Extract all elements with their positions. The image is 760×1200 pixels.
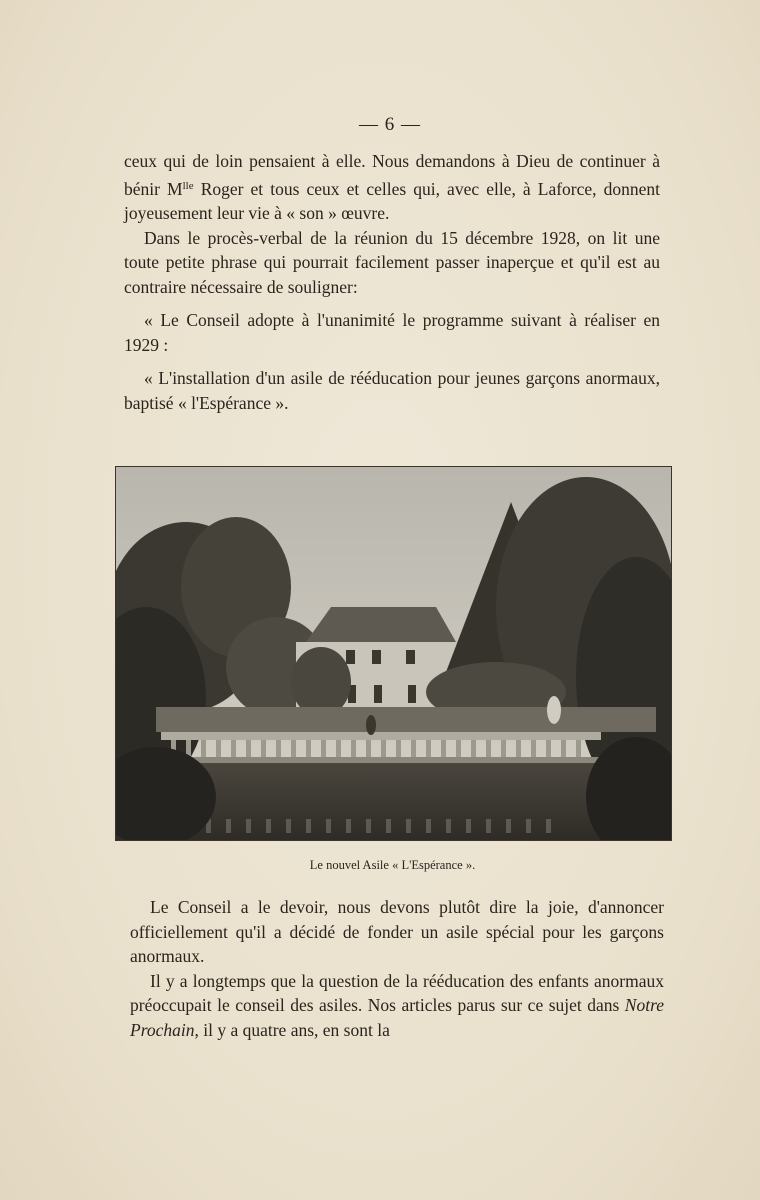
publication-title: Notre Prochain [130, 995, 664, 1040]
paragraph-5: Le Conseil a le devoir, nous devons plutôt dire la joie, d'annoncer officiellement qu'il a décidé de fonder un asile spécial pour les garçons anormaux. [130, 897, 664, 966]
photo-asile-esperance [115, 466, 672, 841]
paragraph-6: Il y a longtemps que la question de la rééducation des enfants anormaux préoccupait le conseil des asiles. Nos articles parus sur ce sujet dans Notre Prochain, il y a quatre ans, en sont la [130, 970, 664, 1040]
paragraph-3: « Le Conseil adopte à l'unanimité le programme suivant à réaliser en 1929 : [124, 310, 660, 355]
paragraph-2: Dans le procès-verbal de la réunion du 15 décembre 1928, on lit une toute petite phrase qui pourrait facilement passer inaperçue et qu'il est au contraire nécessaire de souligner: [124, 227, 660, 297]
text-top [124, 149, 660, 415]
photo-illustration [116, 467, 672, 841]
text-bottom [130, 895, 664, 1042]
paragraph-1: ceux qui de loin pensaient à elle. Nous demandons à Dieu de continuer à bénir $M^{lle}$ Roger et tous ceux et celles qui, avec elle, à Laforce, donnent joyeusement leur vie à « son » œuvre. [124, 151, 660, 223]
page-number: — 6 — [359, 114, 421, 135]
superscript-mlle: lle [182, 179, 194, 192]
photo-caption: Le nouvel Asile « L'Espérance ». [309, 858, 476, 872]
paragraph-4: « L'installation d'un asile de rééducation pour jeunes garçons anormaux, baptisé « l'Espérance ». [124, 368, 660, 413]
